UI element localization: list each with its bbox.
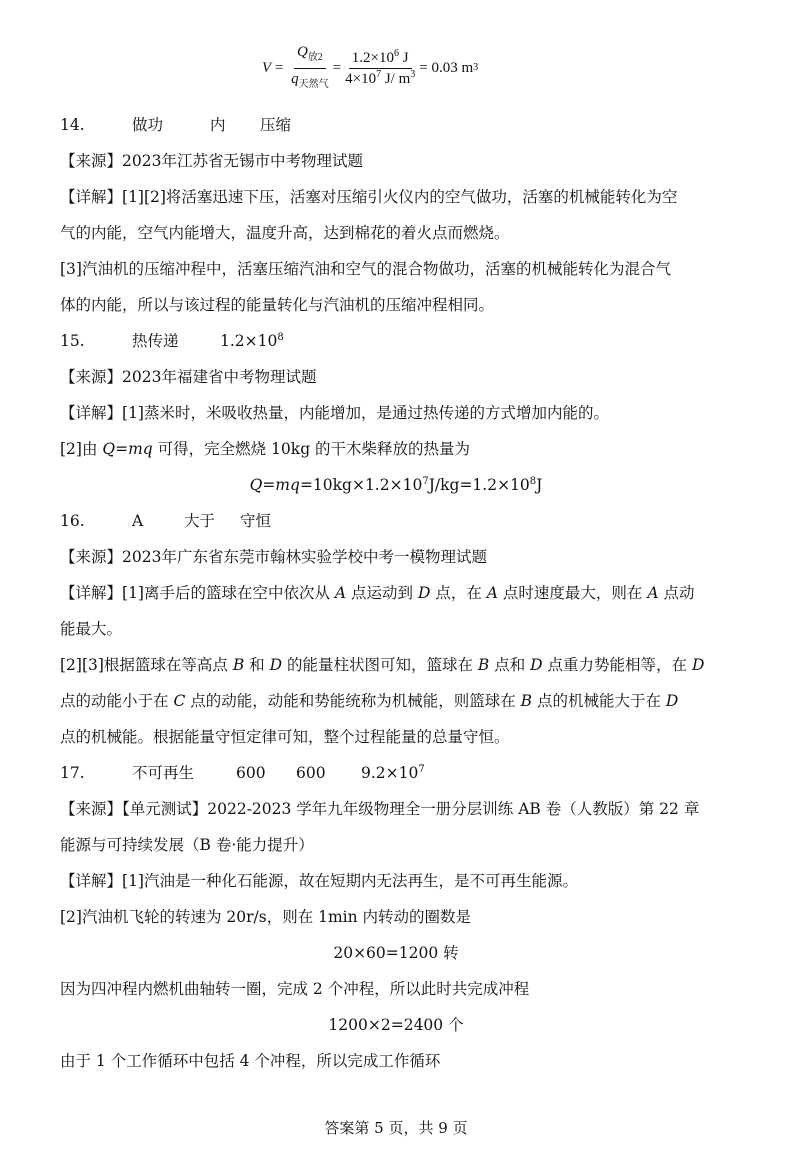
question-number: 14. [60,116,85,134]
q17-detail-2: [2]汽油机飞轮的转速为 20r/s，则在 1min 内转动的圈数是 [60,908,472,926]
q17-equation-1: 20×60=1200 转 [333,944,459,962]
q14-answer-line: 14. 做功 内 压缩 [60,116,292,134]
q17-source-2: 能源与可持续发展（B 卷·能力提升） [60,836,314,854]
q16-detail-3: [2][3]根据篮球在等高点 B 和 D 的能量柱状图可知，篮球在 B 点和 D 点重力势能相等，在 D [60,656,705,674]
q14-detail-2: 气的内能，空气内能增大，温度升高，达到棉花的着火点而燃烧。 [60,224,510,242]
formula-lhs: V [262,59,272,76]
q16-source: 【来源】2023年广东省东莞市翰林实验学校中考一模物理试题 [60,548,487,566]
q17-equation-2: 1200×2=2400 个 [328,1016,464,1034]
q17-detail-4: 由于 1 个工作循环中包括 4 个冲程，所以完成工作循环 [60,1052,441,1070]
q15-detail-2: [2]由 Q=mq 可得，完全燃烧 10kg 的干木柴释放的热量为 [60,440,471,458]
formula-result: = 0.03 m [419,59,474,76]
q17-answer-line: 17. 不可再生 600 600 $9.2\times 10^7$ [60,763,425,782]
q16-detail-4: 点的动能小于在 C 点的动能，动能和势能统称为机械能，则篮球在 B 点的机械能大于在 D [60,692,679,710]
q14-source: 【来源】2023年江苏省无锡市中考物理试题 [60,152,363,170]
q16-detail-1: 【详解】[1]离手后的篮球在空中依次从 A 点运动到 D 点，在 A 点时速度最大，则在 A 点动 [60,584,695,602]
q17-detail-3: 因为四冲程内燃机曲轴转一圈，完成 2 个冲程，所以此时共完成冲程 [60,980,530,998]
q15-detail-1: 【详解】[1]蒸米时，米吸收热量，内能增加，是通过热传递的方式增加内能的。 [60,404,609,422]
page-footer: 答案第 5 页，共 9 页 [324,1119,468,1137]
q15-source: 【来源】2023年福建省中考物理试题 [60,368,317,386]
q15-answer-line: 15. 热传递 $1.2\times 10^8$ [60,331,284,350]
q16-answer-line: 16. A 大于 守恒 [60,512,272,530]
fraction-q-over-q: $\frac{Q_{放2}}{q_{天然气}}$ [291,43,329,90]
q15-equation: $Q=mq=10kg\times 1.2\times 10^7J/kg=1.2\times 10^8J$ [249,475,543,494]
fraction-values: $\frac{1.2\times 10^6 J}{4\times 10^7 J/ m^3}$ [345,47,416,87]
q17-source-1: 【来源】【单元测试】2022-2023 学年九年级物理全一册分层训练 AB 卷（人教版）第 22 章 [60,800,700,818]
q17-detail-1: 【详解】[1]汽油是一种化石能源，故在短期内无法再生，是不可再生能源。 [60,872,578,890]
q14-detail-1: 【详解】[1][2]将活塞迅速下压，活塞对压缩引火仪内的空气做功，活塞的机械能转化为空 [60,188,678,206]
volume-formula: V = $\frac{Q_{放2}}{q_{天然气}}$ = $\frac{1.2\times 10^6 J}{4\times 10^7 J/ m^3}$ = 0.03 m 3 [262,44,478,92]
q14-detail-3: [3]汽油机的压缩冲程中，活塞压缩汽油和空气的混合物做功，活塞的机械能转化为混合气 [60,260,671,278]
q14-detail-4: 体的内能，所以与该过程的能量转化与汽油机的压缩冲程相同。 [60,296,495,314]
q16-detail-2: 能最大。 [60,620,123,638]
q16-detail-5: 点的机械能。根据能量守恒定律可知，整个过程能量的总量守恒。 [60,728,510,746]
